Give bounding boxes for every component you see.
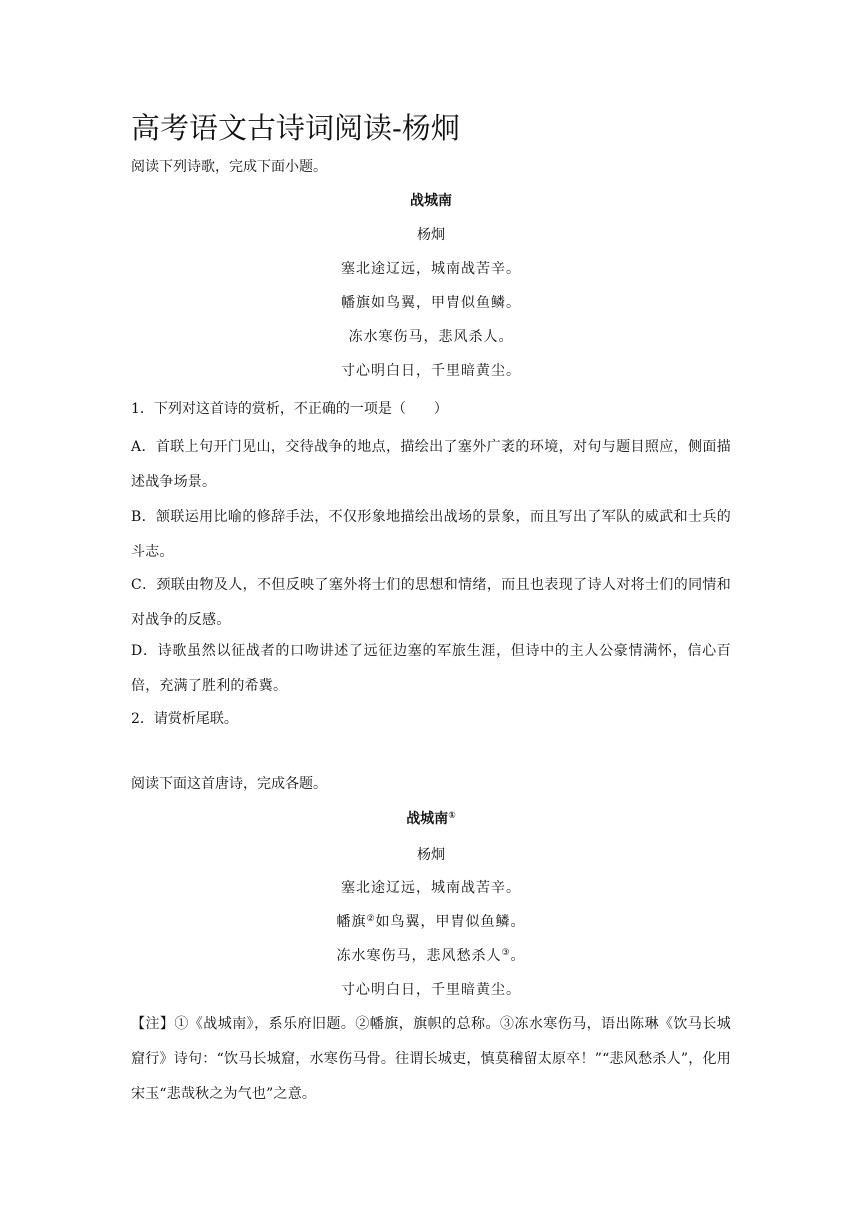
footnote-marker-2: ② [366,914,376,924]
section2-poem-line-2 [131,912,731,932]
section2-line3-part-b: 。 [510,948,526,964]
footnote-paragraph: 【注】①《战城南》，系乐府旧题。②幡旗，旗帜的总称。③冻水寒伤马，语出陈琳《饮马长城窟行》诗句：“饮马长城窟，水寒伤马骨。往谓长城吏，慎莫稽留太原卒！”“悲风愁杀人”，化用宋玉“悲哉秋之为气也”之意。 [131,1016,731,1102]
option-d: D．诗歌虽然以征战者的口吻讲述了远征边塞的军旅生涯，但诗中的主人公豪情满怀，信心百倍，充满了胜利的希冀。 [131,643,731,694]
question-2: 2．请赏析尾联。 [131,711,238,727]
section1-poem-title: 战城南 [410,193,452,209]
option-a: A．首联上句开门见山，交待战争的地点，描绘出了塞外广袤的环境，对句与题目照应，侧面描述战争场景。 [131,439,731,490]
option-b: B．颔联运用比喻的修辞手法，不仅形象地描绘出战场的景象，而且写出了军队的威武和士兵的斗志。 [131,509,731,560]
footnote-marker-1: ① [448,811,456,821]
section1-poem-line-3: 冻水寒伤马，悲风杀人。 [348,329,514,345]
section2-poem-title [131,809,731,829]
option-c: C．颈联由物及人，不但反映了塞外将士们的思想和情绪，而且也表现了诗人对将士们的同情和对战争的反感。 [131,577,731,628]
section1-intro: 阅读下列诗歌，完成下面小题。 [131,159,327,175]
section1-poem-line-2: 幡旗如鸟翼，甲胄似鱼鳞。 [341,295,521,311]
section1-poem-line-4: 寸心明白日，千里暗黄尘。 [341,363,521,379]
section2-poem-line-1: 塞北途辽远，城南战苦辛。 [341,880,521,896]
section2-poem-title-text: 战城南 [406,811,449,827]
document-title: 高考语文古诗词阅读-杨炯 [131,111,460,145]
section2-poem-author: 杨炯 [417,847,445,863]
section2-intro: 阅读下面这首唐诗，完成各题。 [131,776,327,792]
section1-poem-line-1: 塞北途辽远，城南战苦辛。 [341,261,521,277]
section2-line2-part-a: 幡旗 [336,914,367,930]
section2-line3-part-a: 冻水寒伤马，悲风愁杀人 [336,948,502,964]
footnote-marker-3: ③ [501,948,511,958]
section2-poem-line-4: 寸心明白日，千里暗黄尘。 [341,982,521,998]
question-1: 1．下列对这首诗的赏析，不正确的一项是（ ） [131,401,448,417]
section2-poem-line-3 [131,946,731,966]
section2-line2-part-b: 如鸟翼，甲胄似鱼鳞。 [375,914,526,930]
section1-poem-author: 杨炯 [417,227,445,243]
